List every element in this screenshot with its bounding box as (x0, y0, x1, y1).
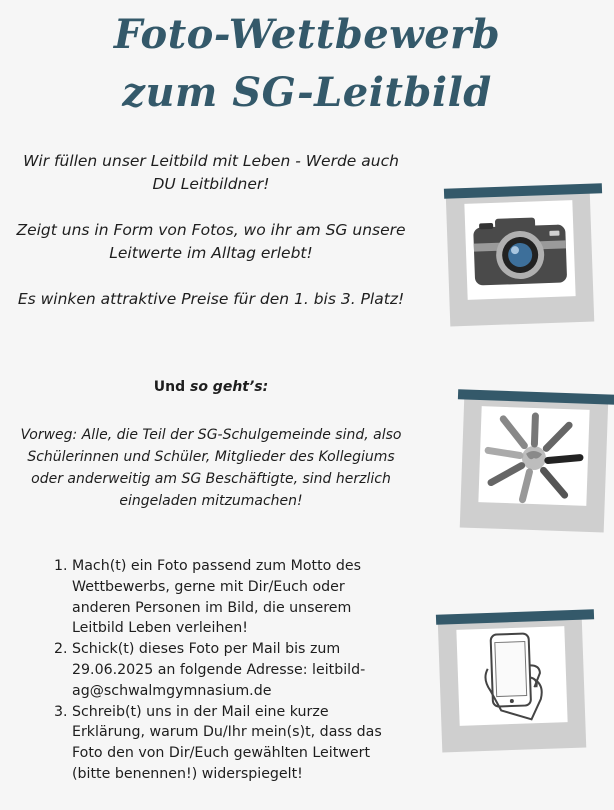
step-number: 2. (54, 641, 68, 658)
step-item (54, 702, 404, 785)
title-line-2: zum SG-Leitbild (122, 69, 492, 116)
howto-heading (14, 379, 408, 395)
intro-paragraph-1: Wir füllen unser Leitbild mit Leben - Werde auch DU Leitbildner! (23, 152, 399, 193)
steps-list (54, 556, 404, 785)
step-item (54, 639, 404, 701)
camera-photo-card (448, 186, 598, 326)
step-number: 3. (54, 703, 68, 720)
hands-photo-card (462, 392, 612, 532)
intro-paragraph-2: Zeigt uns in Form von Fotos, wo ihr am SG unsere Leitwerte im Alltag erlebt! (16, 221, 406, 262)
intro-text (14, 150, 408, 334)
camera-icon (464, 200, 575, 300)
howto-emphasis: so geht’s: (189, 379, 269, 395)
howto-prefix: Und (153, 379, 190, 395)
phone-photo-card (440, 612, 590, 752)
step-number: 1. (54, 558, 68, 574)
step-text: Schick(t) dieses Foto per Mail bis zum 29.06.2025 an folgende Adresse: leitbild-ag@schwalmgymnasium.de (72, 641, 366, 699)
smartphone-hand-icon (456, 626, 567, 726)
step-text: Mach(t) ein Foto passend zum Motto des Wettbewerbs, gerne mit Dir/Euch oder anderen Personen im Bild, die unserem Leitbild Leben verleihen! (72, 558, 361, 637)
preface-text: Vorweg: Alle, die Teil der SG-Schulgemeinde sind, also Schülerinnen und Schüler, Mitglieder des Kollegiums oder anderweitig am SG Beschäftigte, sind herzlich eingeladen mitzumachen! (20, 427, 402, 509)
step-text: Schreib(t) uns in der Mail eine kurze Erklärung, warum Du/Ihr mein(s)t, dass das Foto den von Dir/Euch gewählten Leitwert (bitte benennen!) widerspiegelt! (72, 703, 382, 782)
intro-paragraph-3: Es winken attraktive Preise für den 1. bis 3. Platz! (17, 290, 405, 308)
title-line-1: Foto-Wettbewerb (113, 11, 501, 58)
hands-globe-icon (478, 406, 589, 506)
page-title (0, 6, 614, 122)
step-item (54, 556, 404, 639)
